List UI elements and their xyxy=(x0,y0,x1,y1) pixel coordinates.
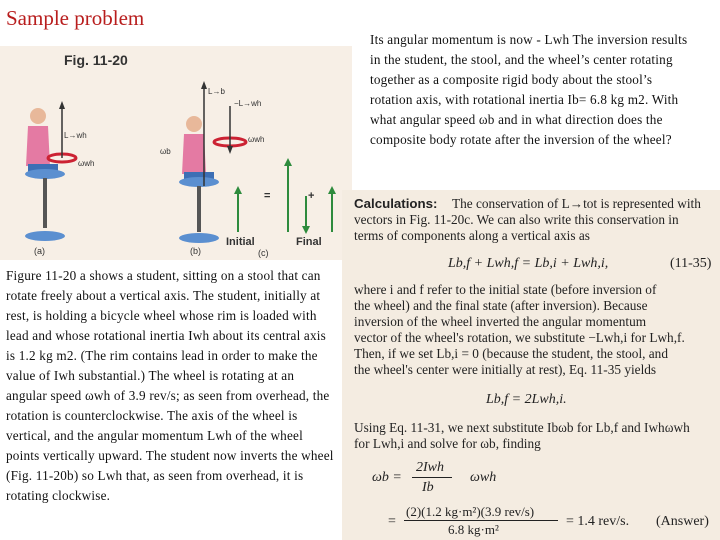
label-lb-b: L→b xyxy=(208,87,225,96)
plus-sign: + xyxy=(308,190,315,202)
eq3-denominator: Ib xyxy=(422,480,434,495)
eq3-fraction-bar xyxy=(412,477,452,478)
equation-lbf: Lb,f = 2Lwh,i. xyxy=(486,392,567,407)
calc-line-5: the wheel) and the final state (after inversion). Because xyxy=(354,298,648,313)
panel-b-label: (b) xyxy=(190,246,201,256)
eq4-fraction-bar xyxy=(404,520,558,521)
calc-line-2: vectors in Fig. 11-20c. We can also write this conservation in xyxy=(354,212,679,227)
calc-line-11: for Lwh,i and solve for ωb, finding xyxy=(354,436,541,451)
eq3-numerator: 2Iwh xyxy=(416,460,444,475)
initial-label: Initial xyxy=(226,236,255,248)
final-label: Final xyxy=(296,236,322,248)
figure-label: Fig. 11-20 xyxy=(64,52,128,68)
calculations-label: Calculations: xyxy=(354,196,438,211)
label-neg-lwh-b: −L→wh xyxy=(234,99,262,108)
equation-number-11-35: (11-35) xyxy=(670,256,712,271)
calc-line-8: Then, if we set Lb,i = 0 (because the student, the stool, and xyxy=(354,346,668,361)
student-figure-a xyxy=(25,101,76,241)
calc-line-1: The conservation of L→tot is represented with xyxy=(452,196,701,211)
eq4-result: = 1.4 rev/s. xyxy=(566,514,630,529)
eq3-lhs: ωb = xyxy=(372,470,402,485)
calc-line-3: terms of components along a vertical axis as xyxy=(354,228,590,243)
label-omega-wh-b: ωwh xyxy=(248,135,265,144)
answer-label: (Answer) xyxy=(656,514,709,529)
label-lwh-a: L→wh xyxy=(64,131,87,140)
eq3-rhs: ωwh xyxy=(470,470,497,485)
calc-line-6: inversion of the wheel inverted the angular momentum xyxy=(354,314,647,329)
eq4-equals: = xyxy=(388,514,396,529)
equals-sign: = xyxy=(264,190,271,202)
calc-line-10: Using Eq. 11-31, we next substitute Ibωb for Lb,f and Iwhωwh xyxy=(354,420,690,435)
slide-title: Sample problem xyxy=(6,6,145,30)
label-omega-b: ωb xyxy=(160,147,171,156)
equation-11-35: Lb,f + Lwh,f = Lb,i + Lwh,i, xyxy=(448,256,609,271)
calc-line-7: vector of the wheel's rotation, we substitute −Lwh,i for Lwh,f. xyxy=(354,330,685,345)
figure-illustration xyxy=(0,46,352,260)
problem-statement-text: Figure 11-20 a shows a student, sitting on a stool that can rotate freely about a vertical axis. The student, initially at rest, is holding a bicycle wheel whose rim is loaded with lead and whose rotational inertia Iwh about its central axis is 1.2 kg m2. (The rim contains lead in order to make the value of Iwh substantial.) The wheel is rotating at an angular speed ωwh of 3.9 rev/s; as seen from overhead, the rotation is counterclockwise. The axis of the wheel is vertical, and the angular momentum Lwh of the wheel points vertically upward. The student now inverts the wheel (Fig. 11-20b) so Lwh that, as seen from overhead, it is rotating clockwise. xyxy=(6,268,334,503)
eq4-denominator: 6.8 kg·m² xyxy=(448,522,499,537)
label-omega-wh-a: ωwh xyxy=(78,159,95,168)
calc-line-4: where i and f refer to the initial state (before inversion of xyxy=(354,282,657,297)
problem-question-text: Its angular momentum is now - Lwh The inversion results in the student, the stool, and the wheel’s center rotating together as a composite rigid body about the stool’s rotation axis, with rotational inertia Ib= 6.8 kg m2. With what angular speed ωb and in what direction does the composite body rotate after the inversion of the wheel? xyxy=(370,32,688,147)
panel-c-label: (c) xyxy=(258,248,269,258)
panel-a-label: (a) xyxy=(34,246,45,256)
vector-diagram-c xyxy=(234,158,336,234)
figure-11-20 xyxy=(0,46,352,260)
eq4-numerator: (2)(1.2 kg·m²)(3.9 rev/s) xyxy=(406,504,535,519)
calc-line-9: the wheel's center were initially at rest), Eq. 11-35 yields xyxy=(354,362,657,377)
